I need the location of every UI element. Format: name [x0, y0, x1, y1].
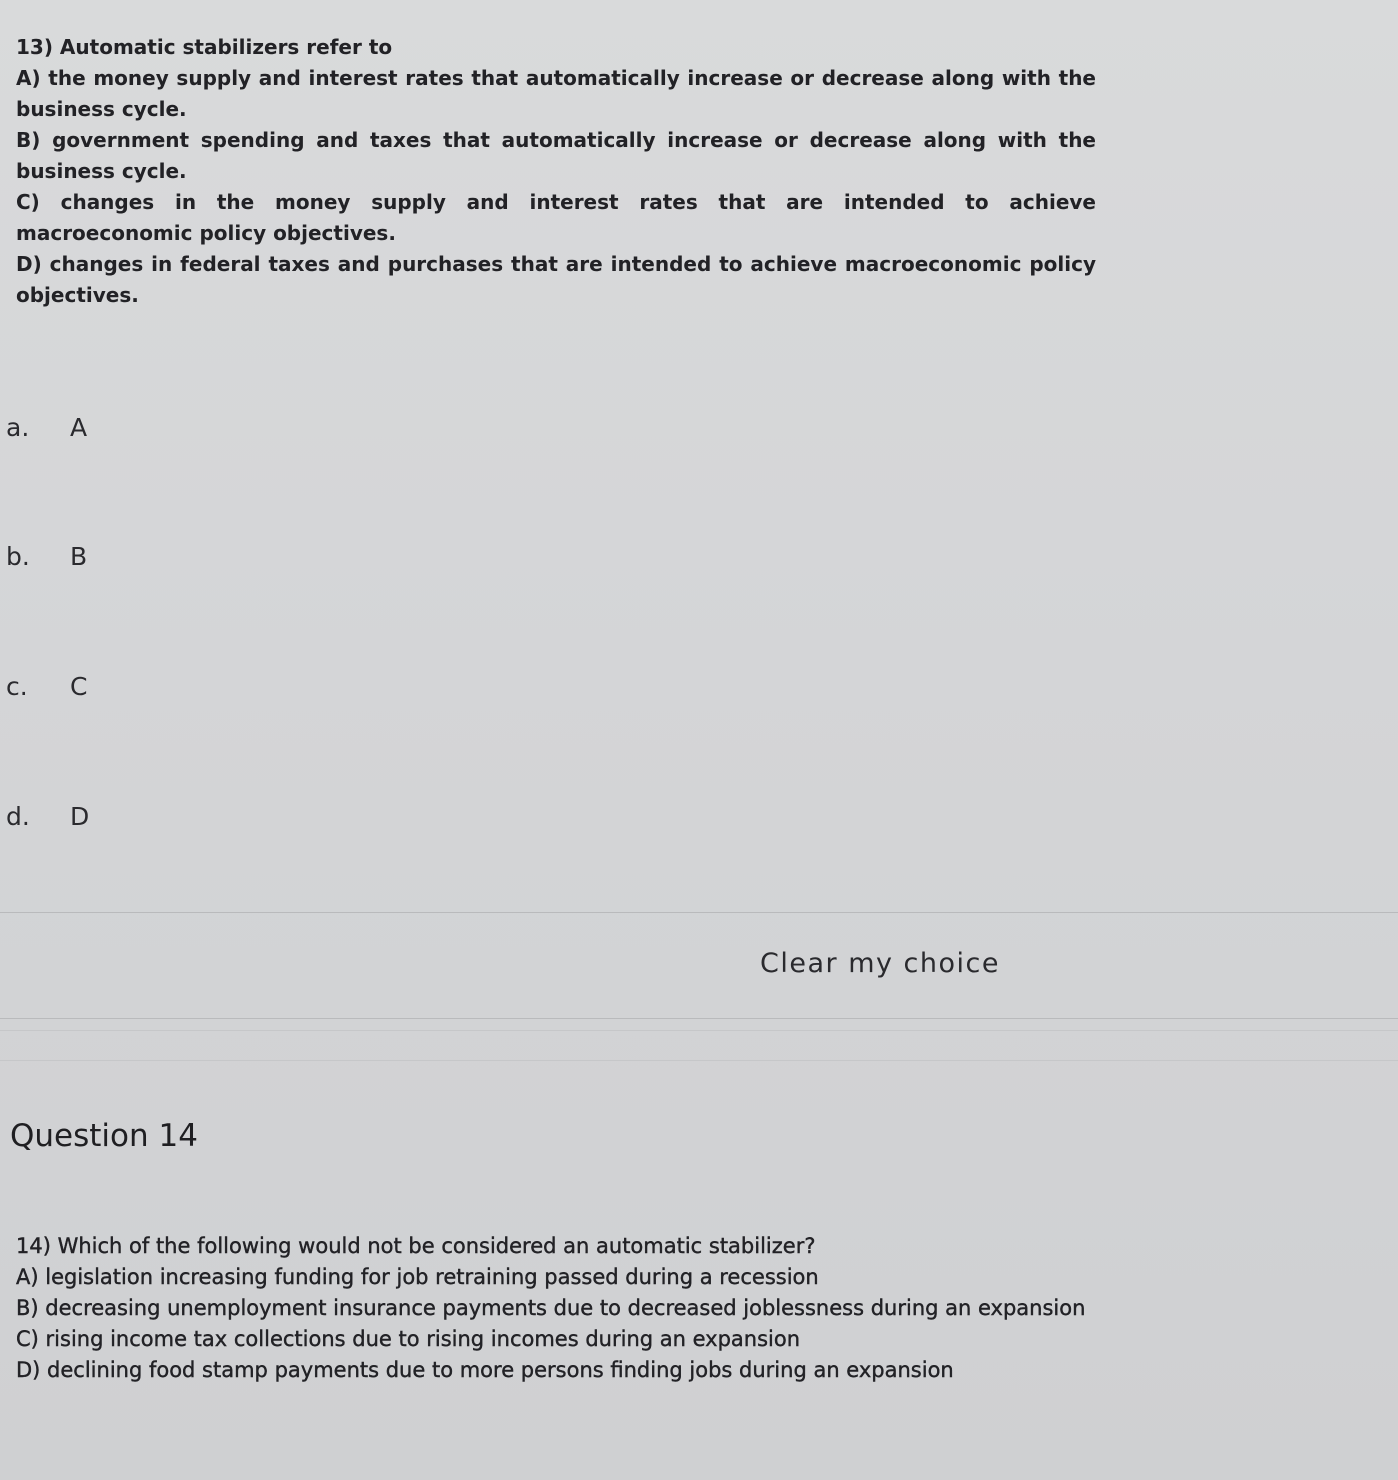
question-14-stem: 14) Which of the following would not be considered an automatic stabilizer? — [16, 1234, 816, 1258]
question-14-choice-d: D) declining food stamp payments due to more persons finding jobs during an expansion — [16, 1358, 954, 1382]
divider — [0, 1018, 1398, 1019]
option-letter: a. — [6, 412, 30, 442]
question-14-text — [16, 1231, 1106, 1386]
answer-option-c[interactable] — [6, 668, 406, 704]
option-label: A — [70, 412, 88, 442]
question-13-choice-b: B) government spending and taxes that automatically increase or decrease along with the business cycle. — [16, 128, 1096, 183]
option-label: D — [70, 801, 90, 831]
question-14-choice-a: A) legislation increasing funding for job retraining passed during a recession — [16, 1265, 819, 1289]
question-13-choice-d: D) changes in federal taxes and purchases that are intended to achieve macroeconomic policy objectives. — [16, 252, 1096, 307]
divider — [0, 912, 1398, 913]
clear-choice-button[interactable]: Clear my choice — [760, 948, 1000, 979]
answer-option-a[interactable] — [6, 409, 406, 445]
option-label: C — [70, 671, 88, 701]
option-label: B — [70, 541, 88, 571]
answer-option-b[interactable] — [6, 538, 406, 574]
option-letter: d. — [6, 801, 30, 831]
option-letter: c. — [6, 671, 28, 701]
question-14-heading: Question 14 — [10, 1118, 198, 1154]
question-13-choice-a: A) the money supply and interest rates that automatically increase or decrease along with the business cycle. — [16, 66, 1096, 121]
answer-option-d[interactable] — [6, 798, 406, 834]
question-13-stem: 13) Automatic stabilizers refer to — [16, 35, 393, 59]
divider — [0, 1030, 1398, 1031]
option-letter: b. — [6, 541, 30, 571]
question-14-choice-c: C) rising income tax collections due to rising incomes during an expansion — [16, 1327, 801, 1351]
question-13-choice-c: C) changes in the money supply and interest rates that are intended to achieve macroeconomic policy objectives. — [16, 190, 1096, 245]
question-14-choice-b: B) decreasing unemployment insurance payments due to decreased joblessness during an expansion — [16, 1296, 1086, 1320]
question-13-text — [16, 32, 1096, 311]
divider — [0, 1060, 1398, 1061]
